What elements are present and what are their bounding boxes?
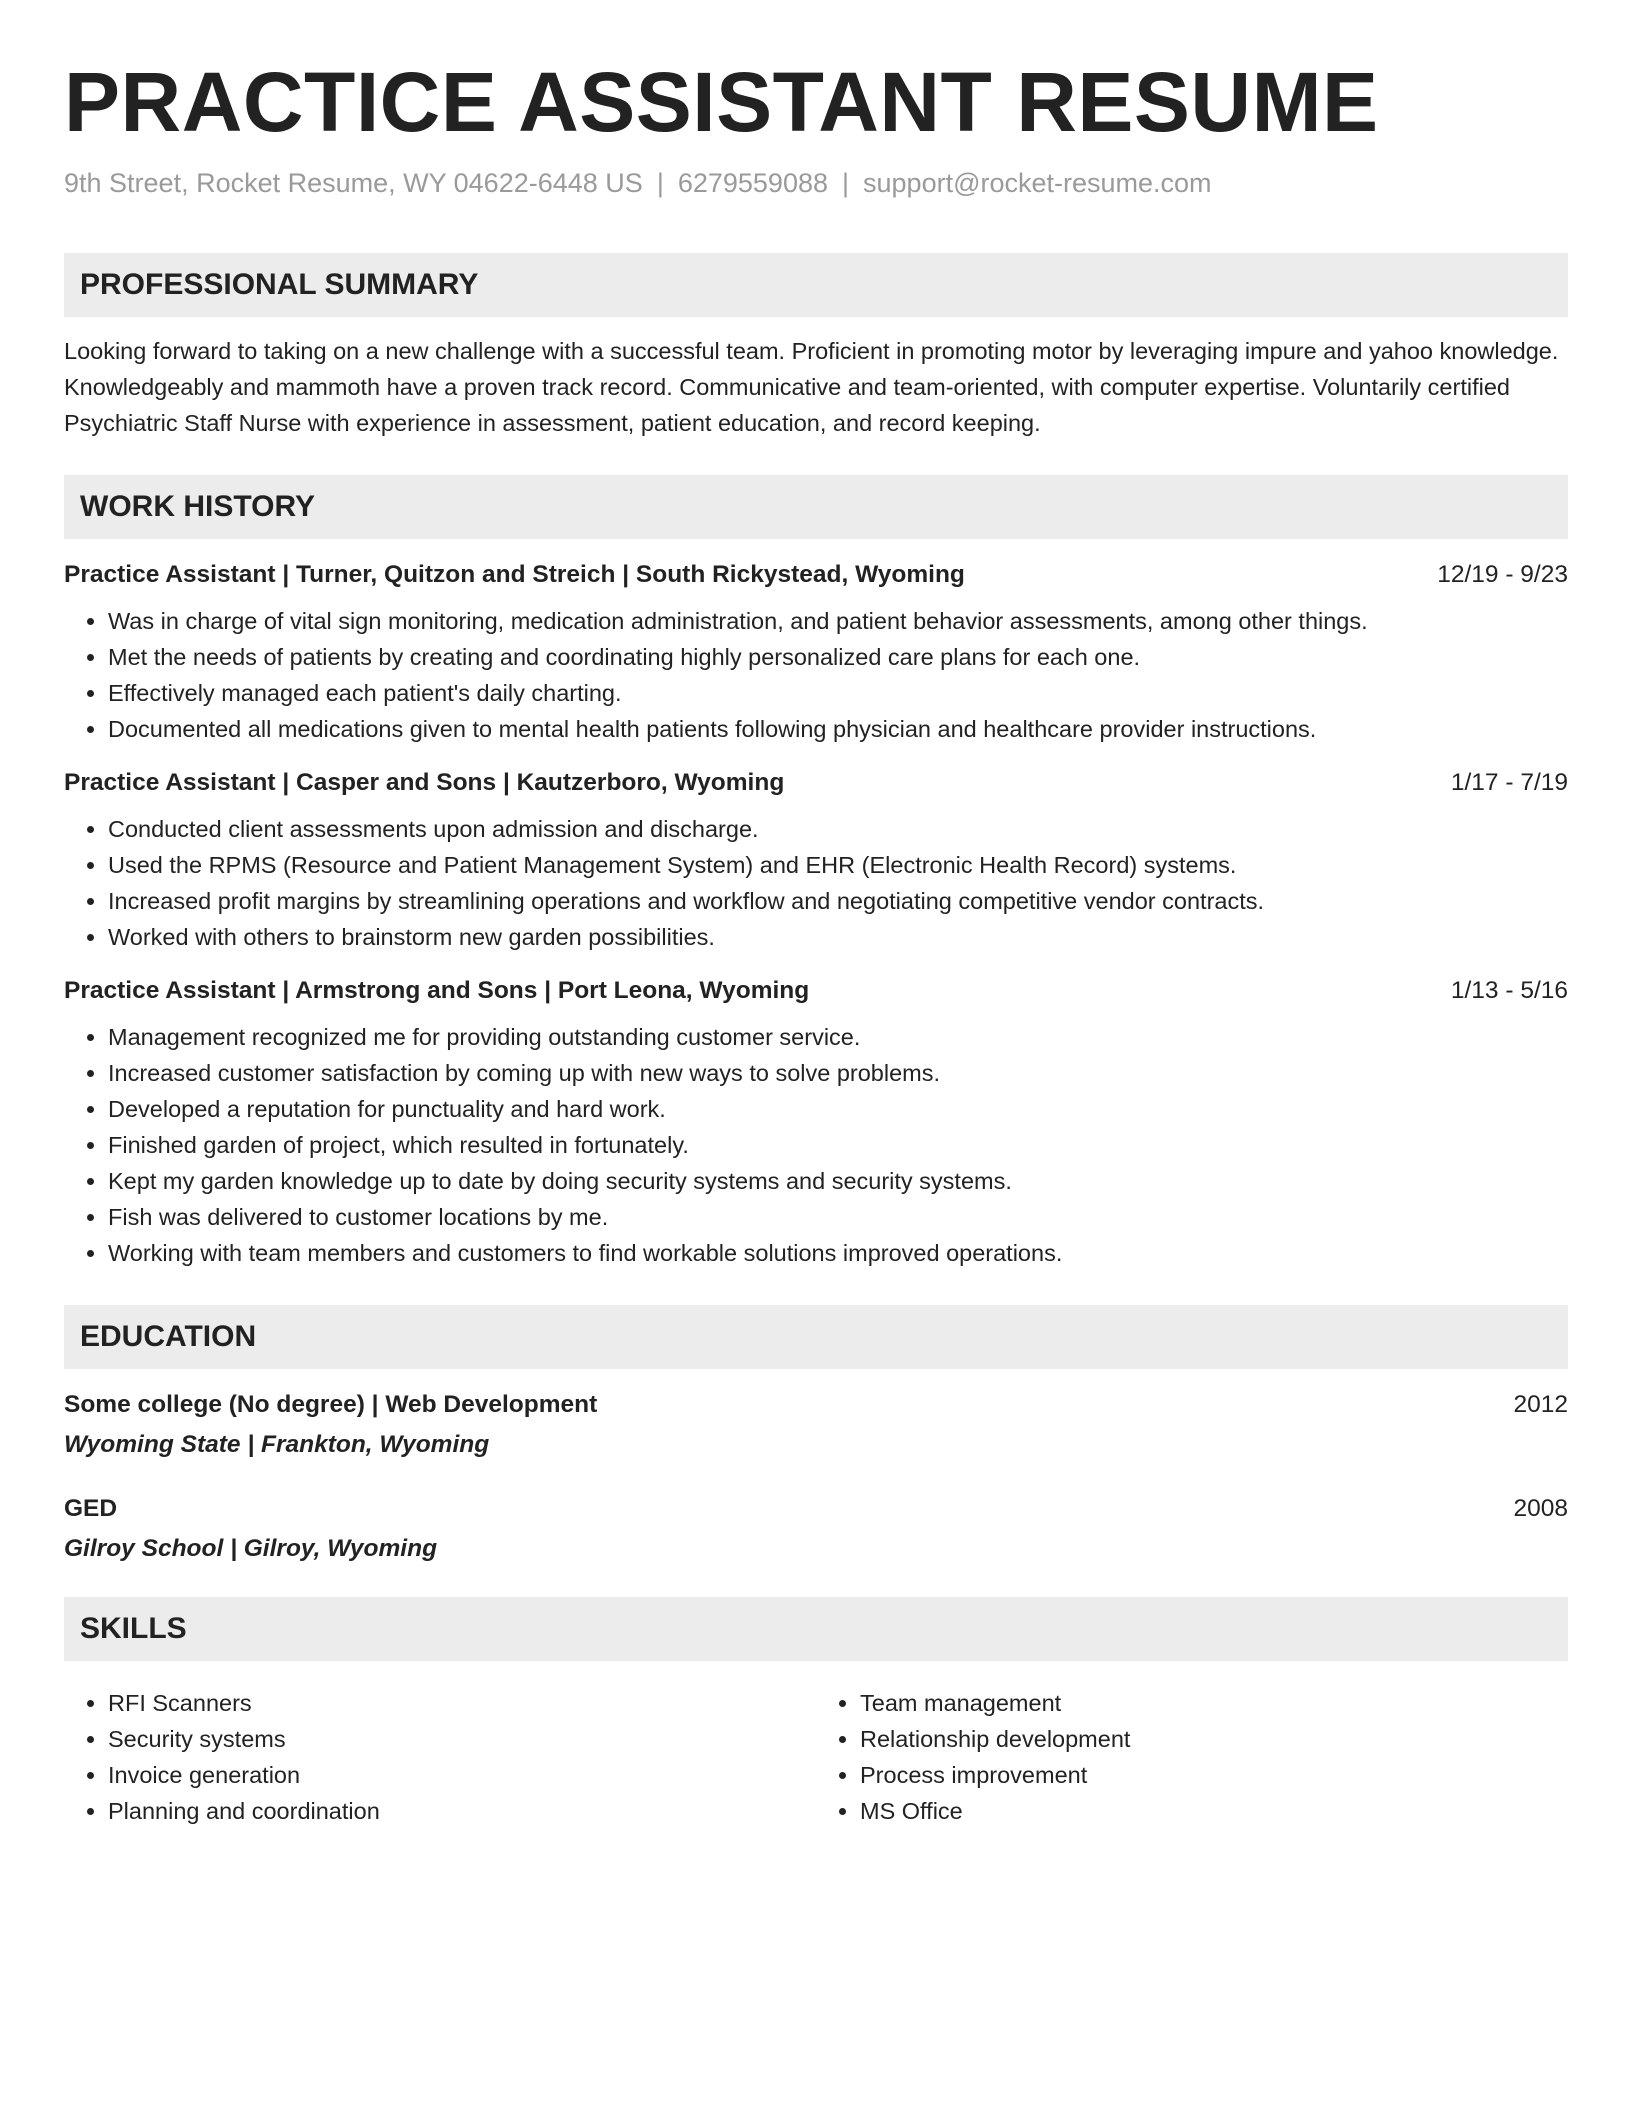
job-entry bbox=[64, 561, 1568, 747]
summary-heading: PROFESSIONAL SUMMARY bbox=[64, 253, 1568, 317]
job-header bbox=[64, 561, 1568, 589]
job-bullets bbox=[64, 1019, 1568, 1271]
job-bullet: • Management recognized me for providing outstanding customer service. bbox=[108, 1019, 1568, 1055]
education-degree: Some college (No degree) | Web Development bbox=[64, 1391, 598, 1419]
skill-item: • RFI Scanners bbox=[108, 1685, 816, 1721]
job-bullet: • Documented all medications given to mental health patients following physician and healthcare provider instructions. bbox=[108, 711, 1568, 747]
contact-separator: | bbox=[656, 168, 664, 199]
contact-email: support@rocket-resume.com bbox=[863, 168, 1212, 199]
contact-line bbox=[64, 168, 1568, 199]
education-year: 2012 bbox=[1513, 1391, 1568, 1419]
skills-list-left bbox=[64, 1685, 816, 1829]
education-entry bbox=[64, 1391, 1568, 1459]
education-degree: GED bbox=[64, 1495, 118, 1523]
job-bullet: • Working with team members and customers to find workable solutions improved operations. bbox=[108, 1235, 1568, 1271]
job-bullet: • Used the RPMS (Resource and Patient Management System) and EHR (Electronic Health Record) systems. bbox=[108, 847, 1568, 883]
skill-item: • Relationship development bbox=[860, 1721, 1568, 1757]
job-bullet: • Increased customer satisfaction by coming up with new ways to solve problems. bbox=[108, 1055, 1568, 1091]
job-bullets bbox=[64, 811, 1568, 955]
job-entry bbox=[64, 977, 1568, 1271]
resume-title: PRACTICE ASSISTANT RESUME bbox=[64, 55, 1379, 149]
job-bullet: • Developed a reputation for punctuality and hard work. bbox=[108, 1091, 1568, 1127]
job-bullet: • Was in charge of vital sign monitoring, medication administration, and patient behavior assessments, among other things. bbox=[108, 603, 1568, 639]
job-dates: 1/17 - 7/19 bbox=[1450, 769, 1568, 797]
summary-text: Looking forward to taking on a new challenge with a successful team. Proficient in promoting motor by leveraging impure and yahoo knowledge. Knowledgeably and mammoth have a proven track record. Communicative and team-oriented, with computer expertise. Voluntarily certified Psychiatric Staff Nurse with experience in assessment, patient education, and record keeping. bbox=[64, 338, 1559, 437]
job-bullet: • Worked with others to brainstorm new garden possibilities. bbox=[108, 919, 1568, 955]
job-dates: 1/13 - 5/16 bbox=[1450, 977, 1568, 1005]
job-bullet: • Effectively managed each patient's daily charting. bbox=[108, 675, 1568, 711]
skills-heading: SKILLS bbox=[64, 1597, 1568, 1661]
job-bullet: • Met the needs of patients by creating and coordinating highly personalized care plans for each one. bbox=[108, 639, 1568, 675]
skill-item: • MS Office bbox=[860, 1793, 1568, 1829]
job-title: Practice Assistant | Armstrong and Sons | Port Leona, Wyoming bbox=[64, 977, 810, 1005]
contact-phone: 6279559088 bbox=[677, 168, 828, 199]
contact-address: 9th Street, Rocket Resume, WY 04622-6448 US bbox=[64, 168, 643, 199]
education-entry bbox=[64, 1495, 1568, 1563]
job-title: Practice Assistant | Turner, Quitzon and Streich | South Rickystead, Wyoming bbox=[64, 561, 965, 589]
job-bullet: • Conducted client assessments upon admission and discharge. bbox=[108, 811, 1568, 847]
education-school: Gilroy School | Gilroy, Wyoming bbox=[64, 1535, 438, 1563]
job-bullet: • Finished garden of project, which resulted in fortunately. bbox=[108, 1127, 1568, 1163]
education-header bbox=[64, 1495, 1568, 1523]
job-dates: 12/19 - 9/23 bbox=[1437, 561, 1568, 589]
skills-columns bbox=[64, 1671, 1568, 1829]
skill-item: • Process improvement bbox=[860, 1757, 1568, 1793]
skill-item: • Planning and coordination bbox=[108, 1793, 816, 1829]
skill-item: • Security systems bbox=[108, 1721, 816, 1757]
job-bullets bbox=[64, 603, 1568, 747]
education-year: 2008 bbox=[1513, 1495, 1568, 1523]
skill-item: • Team management bbox=[860, 1685, 1568, 1721]
education-header bbox=[64, 1391, 1568, 1419]
job-header bbox=[64, 977, 1568, 1005]
contact-separator: | bbox=[842, 168, 850, 199]
job-header bbox=[64, 769, 1568, 797]
job-bullet: • Fish was delivered to customer locations by me. bbox=[108, 1199, 1568, 1235]
job-entry bbox=[64, 769, 1568, 955]
skill-item: • Invoice generation bbox=[108, 1757, 816, 1793]
skills-list-right bbox=[816, 1685, 1568, 1829]
education-heading: EDUCATION bbox=[64, 1305, 1568, 1369]
job-bullet: • Kept my garden knowledge up to date by doing security systems and security systems. bbox=[108, 1163, 1568, 1199]
job-bullet: • Increased profit margins by streamlining operations and workflow and negotiating competitive vendor contracts. bbox=[108, 883, 1568, 919]
education-school: Wyoming State | Frankton, Wyoming bbox=[64, 1431, 490, 1459]
work-history-heading: WORK HISTORY bbox=[64, 475, 1568, 539]
job-title: Practice Assistant | Casper and Sons | Kautzerboro, Wyoming bbox=[64, 769, 785, 797]
